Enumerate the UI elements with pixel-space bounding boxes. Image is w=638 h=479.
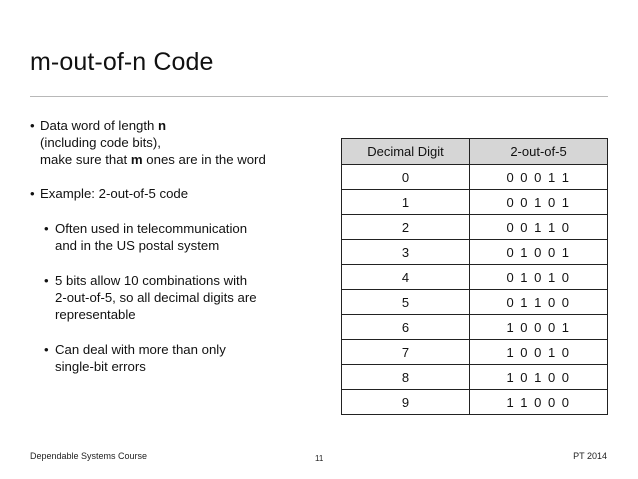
table-row (342, 390, 608, 415)
decimal-cell: 5 (342, 290, 470, 315)
table-row (342, 240, 608, 265)
bullet-dot: • (30, 118, 35, 133)
bullet-text: Can deal with more than only single-bit errors (55, 342, 226, 374)
footer-course: Dependable Systems Course (30, 451, 148, 461)
table-header-row (342, 139, 608, 165)
code-cell: 1 1 0 0 0 (470, 390, 608, 415)
slide-title: m-out-of-n Code (30, 48, 214, 76)
bullet-item (30, 185, 330, 202)
decimal-cell: 7 (342, 340, 470, 365)
decimal-cell: 6 (342, 315, 470, 340)
bullet-item (30, 117, 330, 168)
bullet-text: 5 bits allow 10 combinations with 2-out-of-5, so all decimal digits are representable (55, 273, 257, 322)
code-table (341, 138, 608, 415)
decimal-cell: 9 (342, 390, 470, 415)
header-decimal-digit: Decimal Digit (342, 139, 470, 165)
bullet-text: Example: 2-out-of-5 code (40, 186, 189, 201)
code-cell: 0 0 1 0 1 (470, 190, 608, 215)
table-row (342, 215, 608, 240)
bullet-dot: • (30, 186, 35, 201)
table-row (342, 365, 608, 390)
table-row (342, 315, 608, 340)
header-code: 2-out-of-5 (470, 139, 608, 165)
table-row (342, 265, 608, 290)
code-cell: 0 1 0 1 0 (470, 265, 608, 290)
code-cell: 1 0 0 1 0 (470, 340, 608, 365)
decimal-cell: 3 (342, 240, 470, 265)
decimal-cell: 1 (342, 190, 470, 215)
bullet-list (30, 117, 330, 375)
decimal-cell: 2 (342, 215, 470, 240)
code-cell: 0 1 0 0 1 (470, 240, 608, 265)
decimal-cell: 8 (342, 365, 470, 390)
bullet-dot: • (44, 342, 49, 357)
code-cell: 0 0 0 1 1 (470, 165, 608, 190)
sub-bullet-item (30, 220, 330, 254)
code-cell: 1 0 0 0 1 (470, 315, 608, 340)
title-divider (30, 96, 608, 97)
code-cell: 0 0 1 1 0 (470, 215, 608, 240)
bullet-dot: • (44, 273, 49, 288)
bullet-text: Often used in telecommunication and in the US postal system (55, 221, 248, 253)
footer-date: PT 2014 (573, 451, 607, 461)
table-row (342, 190, 608, 215)
bullet-dot: • (44, 221, 49, 236)
sub-bullet-item (30, 341, 330, 375)
decimal-cell: 0 (342, 165, 470, 190)
table-row (342, 290, 608, 315)
code-cell: 0 1 1 0 0 (470, 290, 608, 315)
sub-bullet-item (30, 272, 330, 323)
table-row (342, 165, 608, 190)
footer-page-number: 11 (315, 454, 324, 463)
table-row (342, 340, 608, 365)
code-cell: 1 0 1 0 0 (470, 365, 608, 390)
decimal-cell: 4 (342, 265, 470, 290)
bullet-text: Data word of length n (including code bits), make sure that m ones are in the word (40, 118, 266, 167)
